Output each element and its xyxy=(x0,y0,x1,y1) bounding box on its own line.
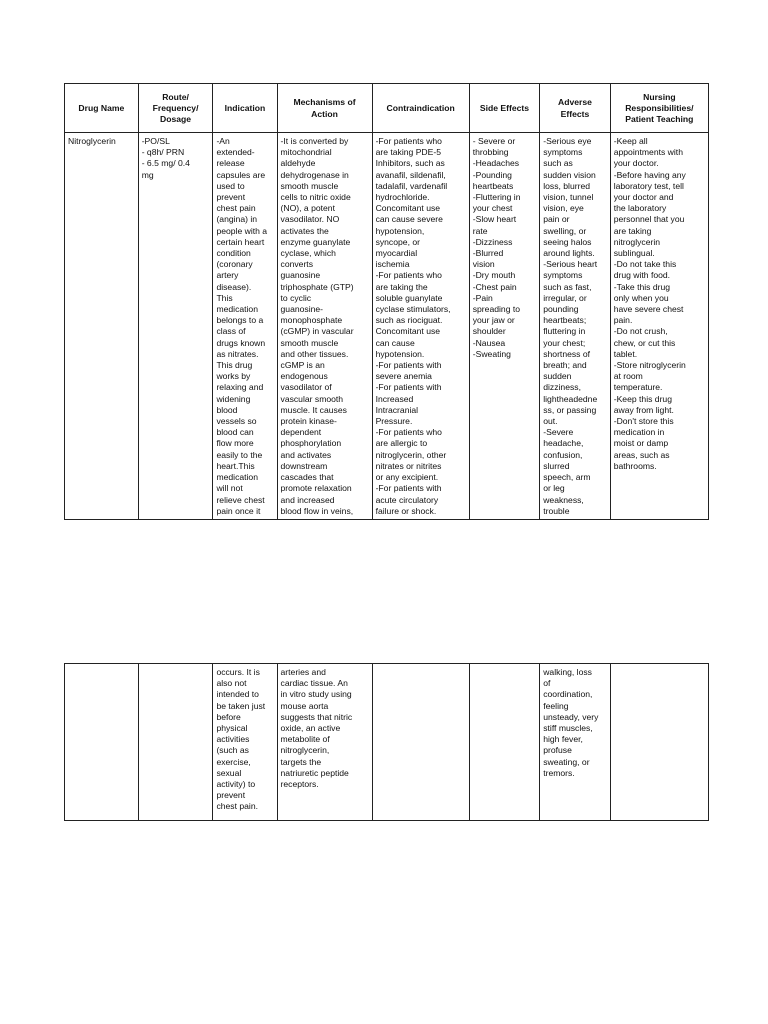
cell-adverse-effects: -Serious eye symptoms such as sudden vision loss, blurred vision, tunnel vision, eye pain or swelling, or seeing halos around lights. -Serious heart symptoms such as fast, irregular, or pounding heartbeats; fluttering in your chest; shortness of breath; and sudden dizziness, lightheadedne ss, or passing out. -Severe headache, confusion, slurred speech, arm or leg weakness, trouble xyxy=(540,133,610,520)
cell-contraindication: -For patients who are taking PDE-5 Inhibitors, such as avanafil, sildenafil, tadalafil, vardenafil hydrochloride. Concomitant use can cause severe hypotension, syncope, or myocardial ischemia -For patients who are taking the soluble guanylate cyclase stimulators, such as riociguat. Concomitant use can cause hypotension. -For patients with severe anemia -For patients with Increased Intracranial Pressure. -For patients who are allergic to nitroglycerin, other nitrates or nitrites or any excipient. -For patients with acute circulatory failure or shock. xyxy=(372,133,469,520)
cell-route-frequency-dosage xyxy=(138,664,213,821)
drug-study-table-page-2 xyxy=(64,663,709,821)
cell-side-effects xyxy=(469,664,539,821)
header-adverse-effects: Adverse Effects xyxy=(540,84,610,133)
cell-indication: occurs. It is also not intended to be taken just before physical activities (such as exercise, sexual activity) to prevent chest pain. xyxy=(213,664,277,821)
cell-mechanism-of-action: -It is converted by mitochondrial aldehyde dehydrogenase in smooth muscle cells to nitric oxide (NO), a potent vasodilator. NO activates the enzyme guanylate cyclase, which converts guanosine triphosphate (GTP) to cyclic guanosine- monophosphate (cGMP) in vascular smooth muscle and other tissues. cGMP is an endogenous vasodilator of vascular smooth muscle. It causes protein kinase- dependent phosphorylation and activates downstream cascades that promote relaxation and increased blood flow in veins, xyxy=(277,133,372,520)
header-indication: Indication xyxy=(213,84,277,133)
header-side-effects: Side Effects xyxy=(469,84,539,133)
header-drug-name: Drug Name xyxy=(65,84,139,133)
cell-drug-name xyxy=(65,664,139,821)
cell-route-frequency-dosage: -PO/SL - q8h/ PRN - 6.5 mg/ 0.4 mg xyxy=(138,133,213,520)
cell-nursing-responsibilities xyxy=(610,664,708,821)
cell-indication: -An extended- release capsules are used to prevent chest pain (angina) in people with a certain heart condition (coronary artery disease). This medication belongs to a class of drugs known as nitrates. This drug works by relaxing and widening blood vessels so blood can flow more easily to the heart.This medication will not relieve chest pain once it xyxy=(213,133,277,520)
header-contraindication: Contraindication xyxy=(372,84,469,133)
cell-nursing-responsibilities: -Keep all appointments with your doctor. -Before having any laboratory test, tell your doctor and the laboratory personnel that you are taking nitroglycerin sublingual. -Do not take this drug with food. -Take this drug only when you have severe chest pain. -Do not crush, chew, or cut this tablet. -Store nitroglycerin at room temperature. -Keep this drug away from light. -Don't store this medication in moist or damp areas, such as bathrooms. xyxy=(610,133,708,520)
table-header-row xyxy=(65,84,709,133)
header-mechanism-of-action: Mechanisms of Action xyxy=(277,84,372,133)
table-row xyxy=(65,133,709,520)
drug-study-table-page-1 xyxy=(64,83,709,520)
cell-mechanism-of-action: arteries and cardiac tissue. An in vitro study using mouse aorta suggests that nitric oxide, an active metabolite of nitroglycerin, targets the natriuretic peptide receptors. xyxy=(277,664,372,821)
table-row xyxy=(65,664,709,821)
cell-adverse-effects: walking, loss of coordination, feeling unsteady, very stiff muscles, high fever, profuse sweating, or tremors. xyxy=(540,664,610,821)
cell-drug-name: Nitroglycerin xyxy=(65,133,139,520)
header-route-frequency-dosage: Route/ Frequency/ Dosage xyxy=(138,84,213,133)
cell-side-effects: - Severe or throbbing -Headaches -Pounding heartbeats -Fluttering in your chest -Slow heart rate -Dizziness -Blurred vision -Dry mouth -Chest pain -Pain spreading to your jaw or shoulder -Nausea -Sweating xyxy=(469,133,539,520)
header-nursing-responsibilities: Nursing Responsibilities/ Patient Teaching xyxy=(610,84,708,133)
cell-contraindication xyxy=(372,664,469,821)
